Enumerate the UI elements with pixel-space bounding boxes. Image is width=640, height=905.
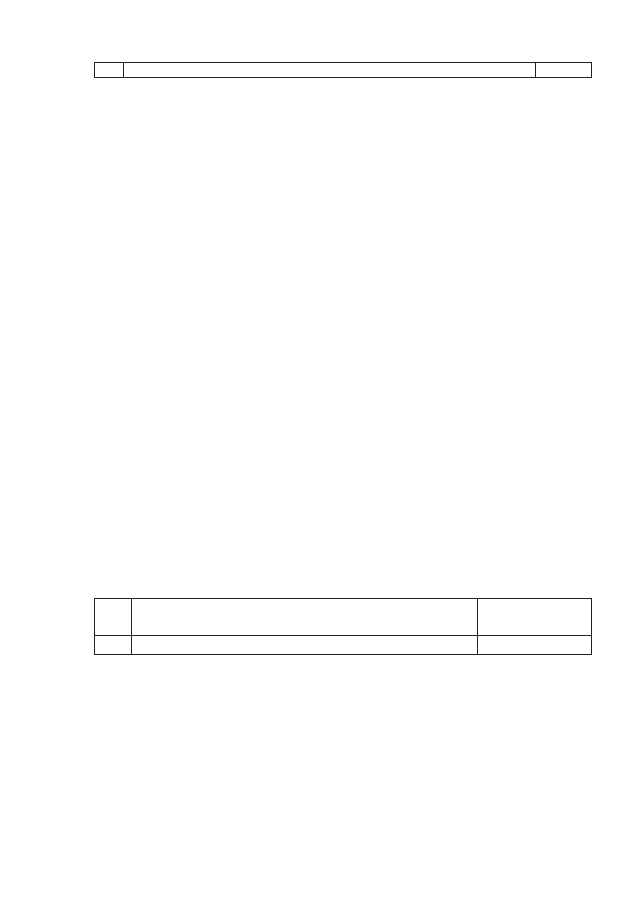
total-row <box>0 656 640 674</box>
header-rule <box>95 635 591 636</box>
header-divider <box>477 599 478 655</box>
header-rule <box>95 654 591 655</box>
table2-header <box>94 598 592 655</box>
top-table-header <box>94 62 592 78</box>
including-row <box>0 674 640 692</box>
header-divider <box>123 63 124 77</box>
header-divider <box>131 599 132 655</box>
header-divider <box>535 63 536 77</box>
table-row <box>0 371 640 389</box>
table-row <box>0 354 640 372</box>
